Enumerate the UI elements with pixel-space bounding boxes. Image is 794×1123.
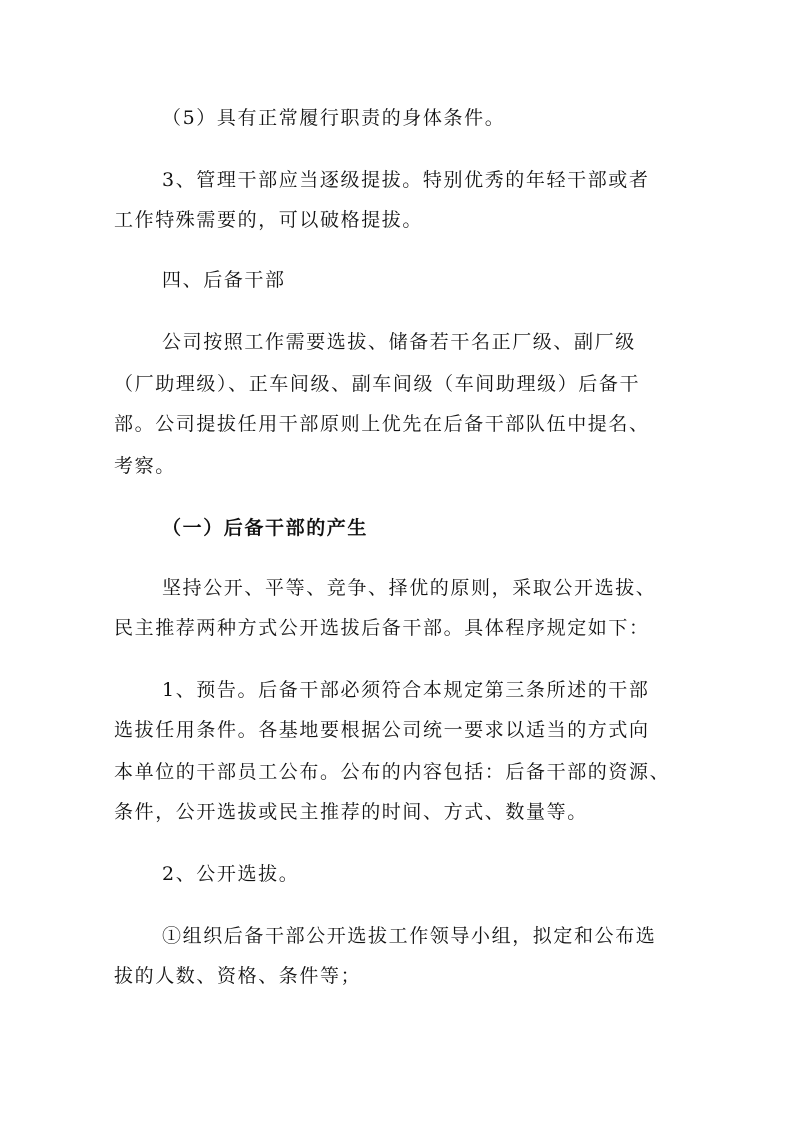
subsection-heading-generation: （一）后备干部的产生 xyxy=(162,517,369,539)
paragraph-reserve-line-1: 公司按照工作需要选拔、储备若干名正厂级、副厂级 xyxy=(162,331,636,353)
paragraph-promotion-line-1: 3、管理干部应当逐级提拔。特别优秀的年轻干部或者 xyxy=(162,169,650,191)
paragraph-notice-line-1: 1、预告。后备干部必须符合本规定第三条所述的干部 xyxy=(162,679,650,701)
list-item-physical-condition: （5）具有正常履行职责的身体条件。 xyxy=(162,107,506,129)
paragraph-organize-line-2: 拔的人数、资格、条件等； xyxy=(114,965,362,987)
paragraph-organize-line-1: ①组织后备干部公开选拔工作领导小组，拟定和公布选 xyxy=(162,925,657,947)
paragraph-open-selection: 2、公开选拔。 xyxy=(162,863,300,885)
paragraph-promotion-line-2: 工作特殊需要的，可以破格提拔。 xyxy=(114,209,424,231)
paragraph-principle-line-1: 坚持公开、平等、竞争、择优的原则，采取公开选拔、 xyxy=(162,577,657,599)
paragraph-notice-line-4: 条件，公开选拔或民主推荐的时间、方式、数量等。 xyxy=(114,801,588,823)
paragraph-principle-line-2: 民主推荐两种方式公开选拔后备干部。具体程序规定如下： xyxy=(114,617,650,639)
paragraph-reserve-line-3: 部。公司提拔任用干部原则上优先在后备干部队伍中提名、 xyxy=(114,413,650,435)
section-heading-reserve-cadres: 四、后备干部 xyxy=(162,269,286,291)
paragraph-reserve-line-4: 考察。 xyxy=(114,455,176,477)
paragraph-notice-line-3: 本单位的干部员工公布。公布的内容包括：后备干部的资源、 xyxy=(114,761,671,783)
paragraph-notice-line-2: 选拔任用条件。各基地要根据公司统一要求以适当的方式向 xyxy=(114,719,650,741)
paragraph-reserve-line-2: （厂助理级）、正车间级、副车间级（车间助理级）后备干 xyxy=(114,373,641,395)
